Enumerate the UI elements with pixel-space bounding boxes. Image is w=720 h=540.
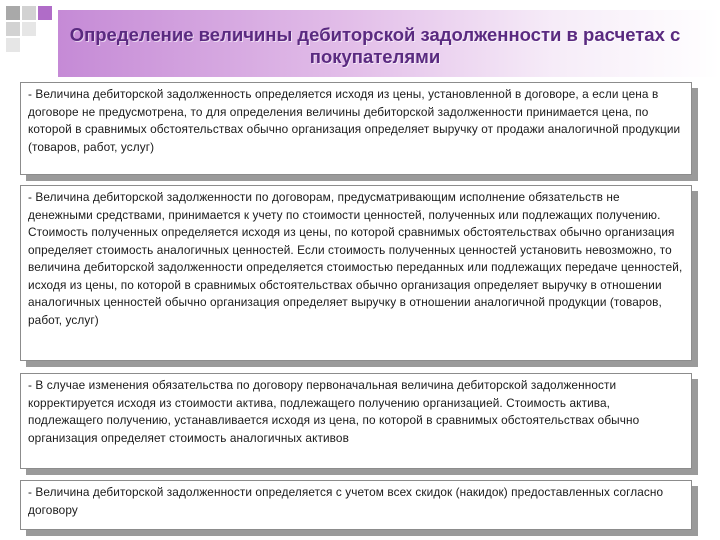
block-text: - Величина дебиторской задолженности по договорам, предусматривающим исполнение обязательств не денежными средствами, принимается к учету по стоимости ценностей, полученных или подлежащих получению. Стоимость полученных определяется исходя из цены, по которой сравнимых обстоятельствах обычно организация определяет стоимость аналогичных ценностей. Если стоимость полученных ценностей установить невозможно, то величина дебиторской задолженности определяется стоимостью переданных или подлежащих передаче ценностей, исходя из цены, по которой в сравнимых обстоятельствах обычно организация определяет выручку в отношении аналогичных ценностей обычно организация определяет выручку в отношении аналогичной продукции (товаров, работ, услуг) (28, 190, 683, 327)
text-block-1 (20, 82, 692, 175)
text-block-3 (20, 373, 692, 469)
block-text: - Величина дебиторской задолженности определяется с учетом всех скидок (накидок) предоставленных согласно договору (28, 485, 664, 517)
text-block-2 (20, 185, 692, 361)
text-block-4 (20, 480, 692, 530)
block-text: - Величина дебиторской задолженность определяется исходя из цены, установленной в договоре, а если цена в договоре не предусмотрена, то для определения величины дебиторской задолженности принимается цена, по которой в сравнимых обстоятельствах обычно организация определяет выручку от продажи аналогичной продукции (товаров, работ, услуг) (28, 87, 681, 154)
block-text: - В случае изменения обязательства по договору первоначальная величина дебиторской задолженности корректируется исходя из стоимости актива, подлежащего получению организацией. Стоимость актива, подлежащего получению, устанавливается исходя из цена, по которой в сравнимых обстоятельствах обычно организация определяет стоимость аналогичных активов (28, 378, 640, 445)
slide-title: Определение величины дебиторской задолженности в расчетах с покупателями (69, 24, 681, 67)
